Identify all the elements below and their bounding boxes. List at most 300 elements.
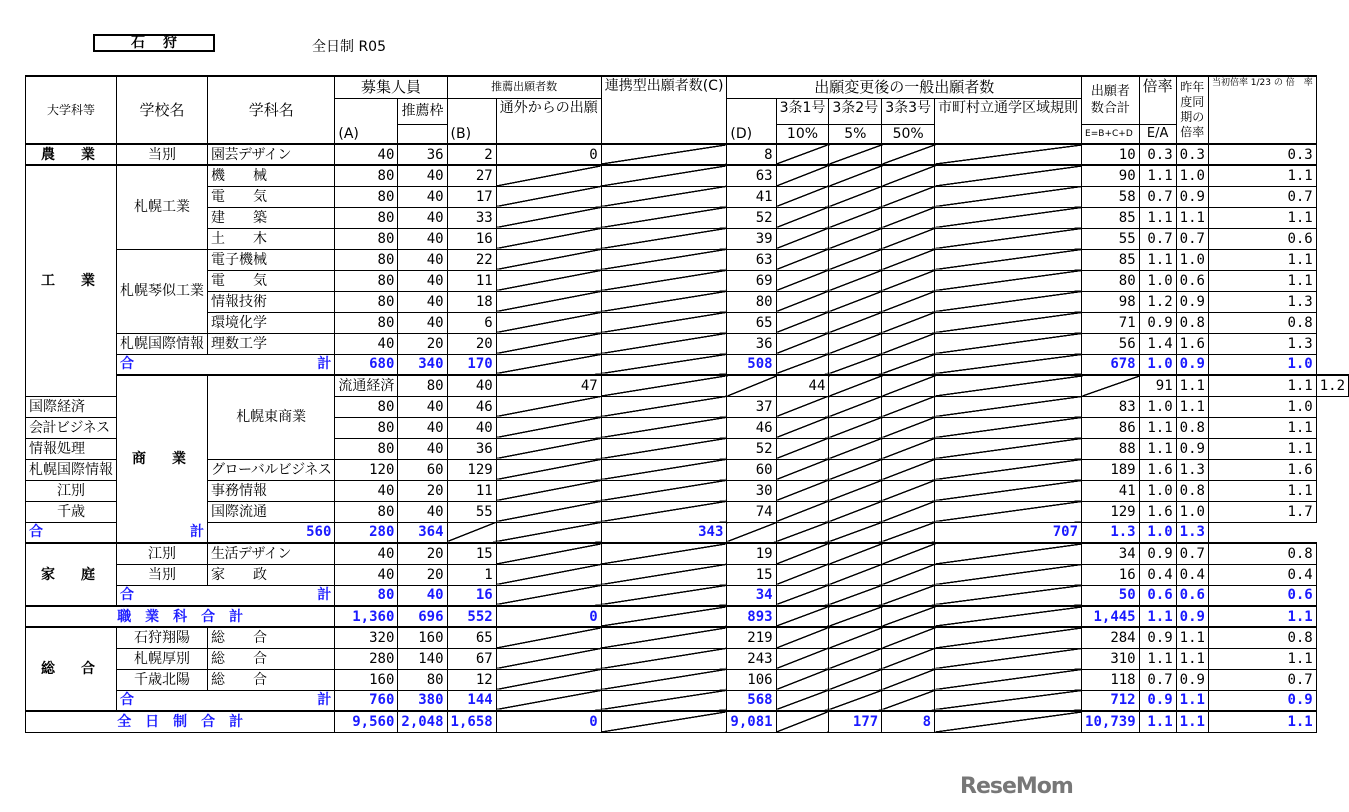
shichoson-slash <box>935 207 1082 228</box>
jou2-slash <box>829 585 882 606</box>
jou3-slash <box>882 249 935 270</box>
prev-year-ratio: 1.1 <box>1176 396 1208 417</box>
ratio: 1.0 <box>1139 396 1176 417</box>
table-row <box>26 270 1349 291</box>
jou2-slash <box>829 543 882 564</box>
prev-year-ratio: 0.9 <box>1176 669 1208 690</box>
jou1-slash <box>776 165 829 186</box>
initial-ratio: 0.9 <box>1208 690 1316 711</box>
jou3-slash <box>882 669 935 690</box>
initial-ratio: 1.3 <box>1208 333 1316 354</box>
ratio: 1.4 <box>1139 333 1176 354</box>
subtotal-label-left: 合 <box>120 356 134 373</box>
general-applicants: 568 <box>727 690 776 711</box>
jou1-slash <box>727 522 776 543</box>
table-row <box>26 501 1349 522</box>
header-bairitsu: 倍率 <box>1139 76 1176 124</box>
total-applicants: 16 <box>1082 564 1140 585</box>
general-applicants: 37 <box>727 396 776 417</box>
suisen-applicants: 18 <box>447 291 496 312</box>
table-row <box>26 312 1349 333</box>
shichoson-slash <box>935 333 1082 354</box>
jou2-slash <box>829 564 882 585</box>
shichoson-slash <box>935 270 1082 291</box>
suisen-waku: 40 <box>398 165 447 186</box>
subtotal-label <box>117 354 335 375</box>
ratio: 0.9 <box>1139 543 1176 564</box>
jou2-slash <box>829 354 882 375</box>
jou2-slash <box>829 249 882 270</box>
total-applicants: 71 <box>1082 312 1140 333</box>
jou2-slash <box>829 459 882 480</box>
shichoson-slash <box>935 144 1082 165</box>
total-applicants: 10,739 <box>1082 711 1140 732</box>
jou1-slash <box>829 375 882 396</box>
tsuugaku-gai-slash <box>496 648 601 669</box>
jou3-slash <box>882 144 935 165</box>
table-row <box>26 144 1349 165</box>
subtotal-label-right: 計 <box>317 356 332 373</box>
header-category: 大学科等 <box>26 76 117 144</box>
suisen-waku: 60 <box>398 459 447 480</box>
prev-year-ratio: 1.6 <box>1176 333 1208 354</box>
jou3-slash <box>882 438 935 459</box>
jou3-slash <box>882 480 935 501</box>
initial-ratio: 0.3 <box>1208 144 1316 165</box>
jou1-slash <box>776 291 829 312</box>
boshu-count: 80 <box>335 396 398 417</box>
department-name: 電 気 <box>208 186 335 207</box>
shichoson-slash <box>935 312 1082 333</box>
suisen-applicants: 12 <box>447 669 496 690</box>
header-renkei: 連携型出願者数(C) <box>601 76 727 144</box>
initial-ratio: 1.1 <box>1208 606 1316 627</box>
department-name: 情報処理 <box>26 438 117 459</box>
initial-ratio: 1.1 <box>1208 207 1316 228</box>
category-cell: 工 業 <box>26 165 117 396</box>
applicants-table <box>25 75 1349 733</box>
general-applicants: 60 <box>727 459 776 480</box>
ratio: 0.7 <box>1139 228 1176 249</box>
jou1-slash <box>776 270 829 291</box>
tsuugaku-gai-slash <box>496 690 601 711</box>
suisen-applicants: 129 <box>447 459 496 480</box>
shichoson-slash <box>935 669 1082 690</box>
total-applicants: 90 <box>1082 165 1140 186</box>
jou3-slash <box>882 396 935 417</box>
jou2-slash <box>829 228 882 249</box>
initial-ratio: 1.1 <box>1208 249 1316 270</box>
jou2-slash <box>829 417 882 438</box>
suisen-waku: 40 <box>398 417 447 438</box>
jou1-slash <box>776 501 829 522</box>
initial-ratio: 1.0 <box>1208 396 1316 417</box>
shichoson-slash <box>935 396 1082 417</box>
jou1-slash <box>776 144 829 165</box>
prev-year-ratio: 1.0 <box>1139 522 1176 543</box>
initial-ratio: 1.1 <box>1208 480 1316 501</box>
table-row <box>26 228 1349 249</box>
shichoson-slash <box>935 606 1082 627</box>
renkei-slash <box>601 186 727 207</box>
total-applicants: 58 <box>1082 186 1140 207</box>
prev-year-ratio: 0.4 <box>1176 564 1208 585</box>
jou2-slash <box>829 480 882 501</box>
tsuugaku-gai-slash <box>496 543 601 564</box>
jou1-slash <box>776 585 829 606</box>
renkei-slash <box>601 333 727 354</box>
ratio: 1.1 <box>1139 417 1176 438</box>
table-row <box>26 354 1349 375</box>
ratio: 0.7 <box>1139 669 1176 690</box>
suisen-waku: 20 <box>398 564 447 585</box>
initial-ratio: 1.1 <box>1208 648 1316 669</box>
ratio: 1.1 <box>1139 648 1176 669</box>
boshu-count: 80 <box>398 375 447 396</box>
suisen-applicants: 1,658 <box>447 711 496 732</box>
jou3-slash <box>882 417 935 438</box>
renkei-slash <box>601 291 727 312</box>
jou2-slash <box>882 375 935 396</box>
prev-year-ratio: 0.6 <box>1176 585 1208 606</box>
subtitle: 全日制 R05 <box>312 39 386 55</box>
prev-year-ratio: 1.0 <box>1176 165 1208 186</box>
boshu-count: 560 <box>208 522 335 543</box>
initial-ratio: 0.8 <box>1208 543 1316 564</box>
suisen-waku: 2,048 <box>398 711 447 732</box>
renkei-slash <box>601 312 727 333</box>
suisen-waku: 40 <box>398 438 447 459</box>
suisen-applicants: 55 <box>447 501 496 522</box>
suisen-applicants: 1 <box>447 564 496 585</box>
initial-ratio: 1.3 <box>1208 291 1316 312</box>
tsuugaku-gai-slash <box>496 228 601 249</box>
jou3-slash <box>882 501 935 522</box>
suisen-waku: 40 <box>398 270 447 291</box>
ratio: 0.6 <box>1139 585 1176 606</box>
department-name: 土 木 <box>208 228 335 249</box>
suisen-waku: 40 <box>447 375 496 396</box>
general-applicants: 219 <box>727 627 776 648</box>
suisen-waku: 40 <box>398 396 447 417</box>
department-name: 園芸デザイン <box>208 144 335 165</box>
general-applicants: 63 <box>727 165 776 186</box>
general-applicants: 41 <box>727 186 776 207</box>
boshu-count: 80 <box>335 438 398 459</box>
tsuugaku-gai-slash <box>447 522 496 543</box>
suisen-applicants: 2 <box>447 144 496 165</box>
department-name: 建 築 <box>208 207 335 228</box>
jou1-slash <box>776 627 829 648</box>
ratio: 0.9 <box>1139 690 1176 711</box>
suisen-waku: 340 <box>398 354 447 375</box>
header-jou2-pct: 5% <box>829 124 882 144</box>
renkei-slash <box>601 144 727 165</box>
tsuugaku-gai-slash <box>496 669 601 690</box>
jou1-slash <box>776 711 829 732</box>
shichoson-slash <box>935 354 1082 375</box>
table-row <box>26 585 1349 606</box>
boshu-count: 40 <box>335 564 398 585</box>
ratio: 1.2 <box>1139 291 1176 312</box>
header-gokei-e: E=B+C+D <box>1082 124 1140 144</box>
renkei-slash <box>601 711 727 732</box>
header-jou1: 3条1号 <box>776 98 829 124</box>
jou2-slash <box>829 501 882 522</box>
general-applicants: 65 <box>727 312 776 333</box>
jou3-slash <box>882 165 935 186</box>
prev-year-ratio: 1.1 <box>1176 711 1208 732</box>
subtotal-label <box>26 522 208 543</box>
table-row <box>26 543 1349 564</box>
shichoson-slash <box>935 291 1082 312</box>
total-applicants: 56 <box>1082 333 1140 354</box>
renkei-slash <box>601 585 727 606</box>
suisen-applicants: 6 <box>447 312 496 333</box>
total-applicants: 678 <box>1082 354 1140 375</box>
table-row <box>26 375 1349 396</box>
boshu-count: 760 <box>335 690 398 711</box>
prev-year-ratio: 0.9 <box>1176 186 1208 207</box>
total-applicants: 118 <box>1082 669 1140 690</box>
suisen-waku: 40 <box>398 312 447 333</box>
suisen-applicants: 40 <box>447 417 496 438</box>
school-name: 札幌国際情報 <box>117 333 208 354</box>
boshu-count: 80 <box>335 249 398 270</box>
school-name: 当別 <box>117 564 208 585</box>
subtotal-label-left: 合 <box>120 692 134 709</box>
initial-ratio: 1.1 <box>1208 165 1316 186</box>
shichoson-slash <box>935 648 1082 669</box>
school-name: 札幌国際情報 <box>26 459 117 480</box>
department-name: 生活デザイン <box>208 543 335 564</box>
category-cell: 農 業 <box>26 144 117 165</box>
header-school: 学校名 <box>117 76 208 144</box>
tsuugaku-gai-slash <box>496 165 601 186</box>
suisen-waku: 80 <box>398 669 447 690</box>
jou1-slash <box>776 564 829 585</box>
prev-year-ratio: 1.0 <box>1176 249 1208 270</box>
suisen-waku: 140 <box>398 648 447 669</box>
tsuugaku-gai-slash <box>496 564 601 585</box>
total-applicants: 129 <box>1082 501 1140 522</box>
department-name: 国際経済 <box>26 396 117 417</box>
suisen-waku: 40 <box>398 501 447 522</box>
school-name: 石狩翔陽 <box>117 627 208 648</box>
boshu-count: 40 <box>335 543 398 564</box>
table-row <box>26 690 1349 711</box>
jou1-slash <box>776 207 829 228</box>
table-row <box>26 648 1349 669</box>
department-name: 家 政 <box>208 564 335 585</box>
school-name: 千歳北陽 <box>117 669 208 690</box>
renkei-slash <box>601 459 727 480</box>
renkei-slash <box>601 627 727 648</box>
ratio: 1.1 <box>1139 606 1176 627</box>
jou2-slash <box>829 165 882 186</box>
shichoson-slash <box>935 585 1082 606</box>
jou3-slash <box>882 354 935 375</box>
jou2-slash <box>829 144 882 165</box>
boshu-count: 9,560 <box>335 711 398 732</box>
table-row <box>26 165 1349 186</box>
header-gokei: 出願者数合計 <box>1082 76 1140 124</box>
jou3-slash <box>882 459 935 480</box>
region-label: 石狩 <box>93 34 215 52</box>
boshu-count: 40 <box>335 144 398 165</box>
boshu-count: 1,360 <box>335 606 398 627</box>
prev-year-ratio: 1.1 <box>1176 207 1208 228</box>
general-applicants: 39 <box>727 228 776 249</box>
tsuugaku-gai-slash <box>496 459 601 480</box>
jou2-slash <box>829 648 882 669</box>
ratio: 1.1 <box>1139 165 1176 186</box>
total-applicants: 50 <box>1082 585 1140 606</box>
school-name: 札幌工業 <box>117 165 208 249</box>
header-jou1-pct: 10% <box>776 124 829 144</box>
jou2-slash <box>829 690 882 711</box>
suisen-waku: 36 <box>398 144 447 165</box>
jou2-slash <box>829 669 882 690</box>
tsuugaku-gai-slash <box>496 396 601 417</box>
ratio: 1.1 <box>1139 207 1176 228</box>
header-henko-go: 出願変更後の一般出願者数 <box>727 76 1082 98</box>
subtotal-label-right: 計 <box>317 692 332 709</box>
renkei-slash <box>601 564 727 585</box>
jou1-slash <box>776 417 829 438</box>
jou2-value: 177 <box>829 711 882 732</box>
renkei-slash <box>601 669 727 690</box>
total-applicants: 712 <box>1082 690 1140 711</box>
total-applicants: 83 <box>1082 396 1140 417</box>
shichoson-slash <box>935 564 1082 585</box>
suisen-applicants: 27 <box>447 165 496 186</box>
boshu-count: 80 <box>335 228 398 249</box>
jou2-slash <box>829 186 882 207</box>
category-cell: 家 庭 <box>26 543 117 606</box>
shichoson-slash <box>935 417 1082 438</box>
total-applicants: 41 <box>1082 480 1140 501</box>
boshu-count: 80 <box>335 585 398 606</box>
jou3-slash <box>935 375 1082 396</box>
suisen-applicants: 11 <box>447 480 496 501</box>
shichoson-slash <box>935 165 1082 186</box>
renkei-slash <box>601 501 727 522</box>
jou1-slash <box>776 669 829 690</box>
shichoson-slash <box>935 501 1082 522</box>
school-name: 札幌東商業 <box>208 375 335 459</box>
initial-ratio: 1.1 <box>1208 438 1316 459</box>
prev-year-ratio: 0.8 <box>1176 417 1208 438</box>
renkei-slash <box>601 270 727 291</box>
brand-logo: ReseMom <box>960 774 1073 799</box>
prev-year-ratio: 1.1 <box>1176 627 1208 648</box>
initial-ratio: 0.7 <box>1208 669 1316 690</box>
jou3-slash <box>882 564 935 585</box>
tsuugaku-gai: 0 <box>496 144 601 165</box>
tsuugaku-gai-slash <box>496 291 601 312</box>
total-applicants: 10 <box>1082 144 1140 165</box>
jou3-slash <box>829 522 882 543</box>
prev-year-ratio: 0.9 <box>1176 438 1208 459</box>
general-applicants: 508 <box>727 354 776 375</box>
suisen-waku: 40 <box>398 207 447 228</box>
jou3-slash <box>882 312 935 333</box>
total-applicants: 55 <box>1082 228 1140 249</box>
shichoson-slash <box>935 690 1082 711</box>
total-applicants: 310 <box>1082 648 1140 669</box>
subtotal-label <box>117 585 335 606</box>
tsuugaku-gai-slash <box>496 501 601 522</box>
total-applicants: 85 <box>1082 249 1140 270</box>
school-name: 江別 <box>117 543 208 564</box>
boshu-count: 80 <box>335 312 398 333</box>
ratio: 0.9 <box>1139 627 1176 648</box>
shichoson-slash <box>935 249 1082 270</box>
renkei-slash <box>601 354 727 375</box>
header-bairitsu-ea: E/A <box>1139 124 1176 144</box>
header-henko-d: (D) <box>727 98 776 144</box>
header-suisen-shutsugan: 推薦出願者数 <box>447 76 601 98</box>
tsuugaku-gai-slash <box>496 417 601 438</box>
jou1-slash <box>776 249 829 270</box>
boshu-count: 40 <box>335 480 398 501</box>
header-jou3: 3条3号 <box>882 98 935 124</box>
renkei-slash <box>601 228 727 249</box>
jou3-slash <box>882 270 935 291</box>
general-applicants: 74 <box>727 501 776 522</box>
total-applicants: 86 <box>1082 417 1140 438</box>
department-name: 流通経済 <box>335 375 398 396</box>
department-name: 電子機械 <box>208 249 335 270</box>
shichoson-slash <box>935 480 1082 501</box>
table-row <box>26 627 1349 648</box>
total-applicants: 1,445 <box>1082 606 1140 627</box>
tsuugaku-gai-slash <box>496 186 601 207</box>
jou3-slash <box>882 627 935 648</box>
jou2-slash <box>829 312 882 333</box>
subtotal-label-left: 合 <box>29 524 43 541</box>
boshu-count: 80 <box>335 165 398 186</box>
jou2-slash <box>829 333 882 354</box>
tsuugaku-gai-slash <box>496 207 601 228</box>
jou3-slash <box>882 207 935 228</box>
table-row <box>26 207 1349 228</box>
general-applicants: 19 <box>727 543 776 564</box>
header-shichoson: 市町村立通学区域規則 <box>935 98 1082 144</box>
suisen-applicants: 67 <box>447 648 496 669</box>
suisen-applicants: 364 <box>398 522 447 543</box>
prev-year-ratio: 1.3 <box>1176 459 1208 480</box>
ratio: 0.3 <box>1139 144 1176 165</box>
initial-ratio: 0.8 <box>1208 312 1316 333</box>
boshu-count: 80 <box>335 501 398 522</box>
shichoson-slash <box>935 438 1082 459</box>
suisen-applicants: 20 <box>447 333 496 354</box>
jou2-slash <box>829 396 882 417</box>
table-row <box>26 249 1349 270</box>
boshu-count: 40 <box>335 333 398 354</box>
department-name: 事務情報 <box>208 480 335 501</box>
ratio: 1.1 <box>1176 375 1208 396</box>
jou1-slash <box>776 480 829 501</box>
suisen-applicants: 15 <box>447 543 496 564</box>
total-applicants: 85 <box>1082 207 1140 228</box>
suisen-applicants: 46 <box>447 396 496 417</box>
renkei-slash <box>601 207 727 228</box>
suisen-applicants: 144 <box>447 690 496 711</box>
initial-ratio: 0.8 <box>1208 627 1316 648</box>
